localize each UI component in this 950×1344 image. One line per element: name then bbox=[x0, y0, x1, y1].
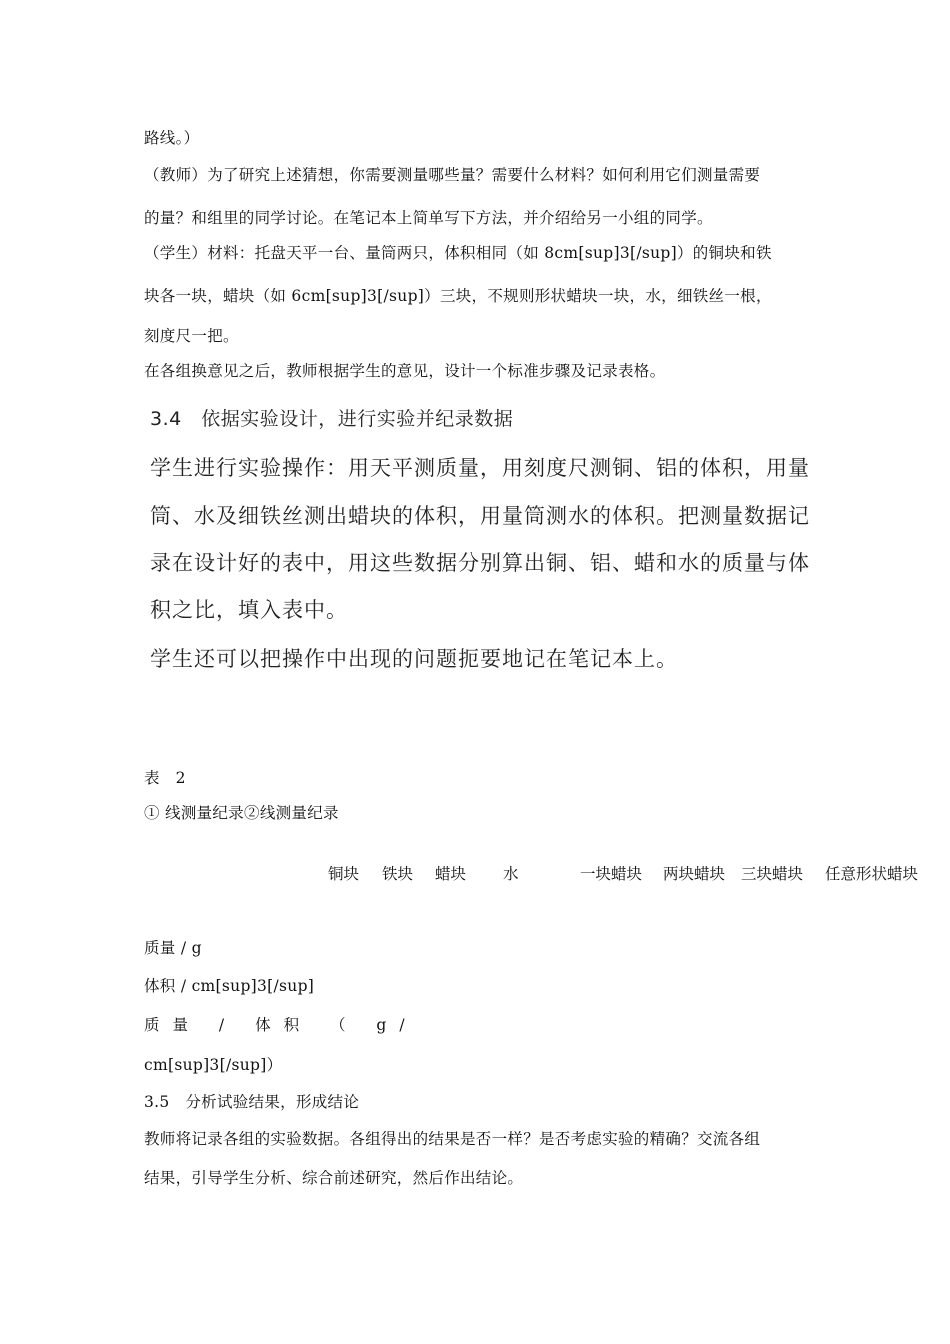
row-label-ratio: 质量 / 体积 （ g/ bbox=[144, 1016, 418, 1034]
column-header: 两块蜡块 bbox=[663, 865, 726, 883]
text-line: 路线。） bbox=[144, 129, 200, 147]
table-caption: 表 2 bbox=[144, 769, 186, 787]
table-subcaption: ① 线测量纪录②线测量纪录 bbox=[144, 804, 339, 822]
column-header: 铁块 bbox=[382, 865, 414, 883]
text-line: 学生还可以把操作中出现的问题扼要地记在笔记本上。 bbox=[150, 647, 678, 671]
text-line: （学生）材料：托盘天平一台、量筒两只，体积相同（如 8cm[sup]3[/sup]）的铜块和铁 bbox=[144, 244, 772, 262]
section-heading: 3.4 依据实验设计，进行实验并纪录数据 bbox=[150, 408, 514, 430]
text-line: 教师将记录各组的实验数据。各组得出的结果是否一样？是否考虑实验的精确？交流各组 bbox=[144, 1130, 761, 1148]
text-line: 学生进行实验操作：用天平测质量，用刻度尺测铜、铝的体积，用量 bbox=[150, 456, 810, 480]
row-label-volume: 体积 / cm[sup]3[/sup] bbox=[144, 977, 315, 995]
section-heading: 3.5 分析试验结果，形成结论 bbox=[144, 1093, 360, 1111]
column-header: 蜡块 bbox=[435, 865, 467, 883]
column-header: 铜块 bbox=[328, 865, 360, 883]
text-line: 录在设计好的表中，用这些数据分别算出铜、铝、蜡和水的质量与体 bbox=[150, 551, 810, 575]
text-line: 刻度尺一把。 bbox=[144, 327, 239, 345]
text-line: 的量？和组里的同学讨论。在笔记本上简单写下方法，并介绍给另一小组的同学。 bbox=[144, 209, 713, 227]
column-header: 水 bbox=[503, 865, 519, 883]
text-line: 在各组换意见之后，教师根据学生的意见，设计一个标准步骤及记录表格。 bbox=[144, 362, 666, 380]
text-line: （教师）为了研究上述猜想，你需要测量哪些量？需要什么材料？如何利用它们测量需要 bbox=[144, 166, 761, 184]
text-line: 块各一块，蜡块（如 6cm[sup]3[/sup]）三块，不规则形状蜡块一块，水，细铁丝一根， bbox=[144, 287, 772, 305]
text-line: 结果，引导学生分析、综合前述研究，然后作出结论。 bbox=[144, 1169, 524, 1187]
text-line: 筒、水及细铁丝测出蜡块的体积，用量筒测水的体积。把测量数据记 bbox=[150, 504, 810, 528]
column-header: 一块蜡块 bbox=[580, 865, 643, 883]
text-line: 积之比，填入表中。 bbox=[150, 598, 348, 622]
row-label-mass: 质量 / g bbox=[144, 939, 202, 957]
column-header: 任意形状蜡块 bbox=[825, 865, 919, 883]
row-label-ratio-cont: cm[sup]3[/sup]） bbox=[144, 1056, 283, 1074]
column-header: 三块蜡块 bbox=[741, 865, 804, 883]
